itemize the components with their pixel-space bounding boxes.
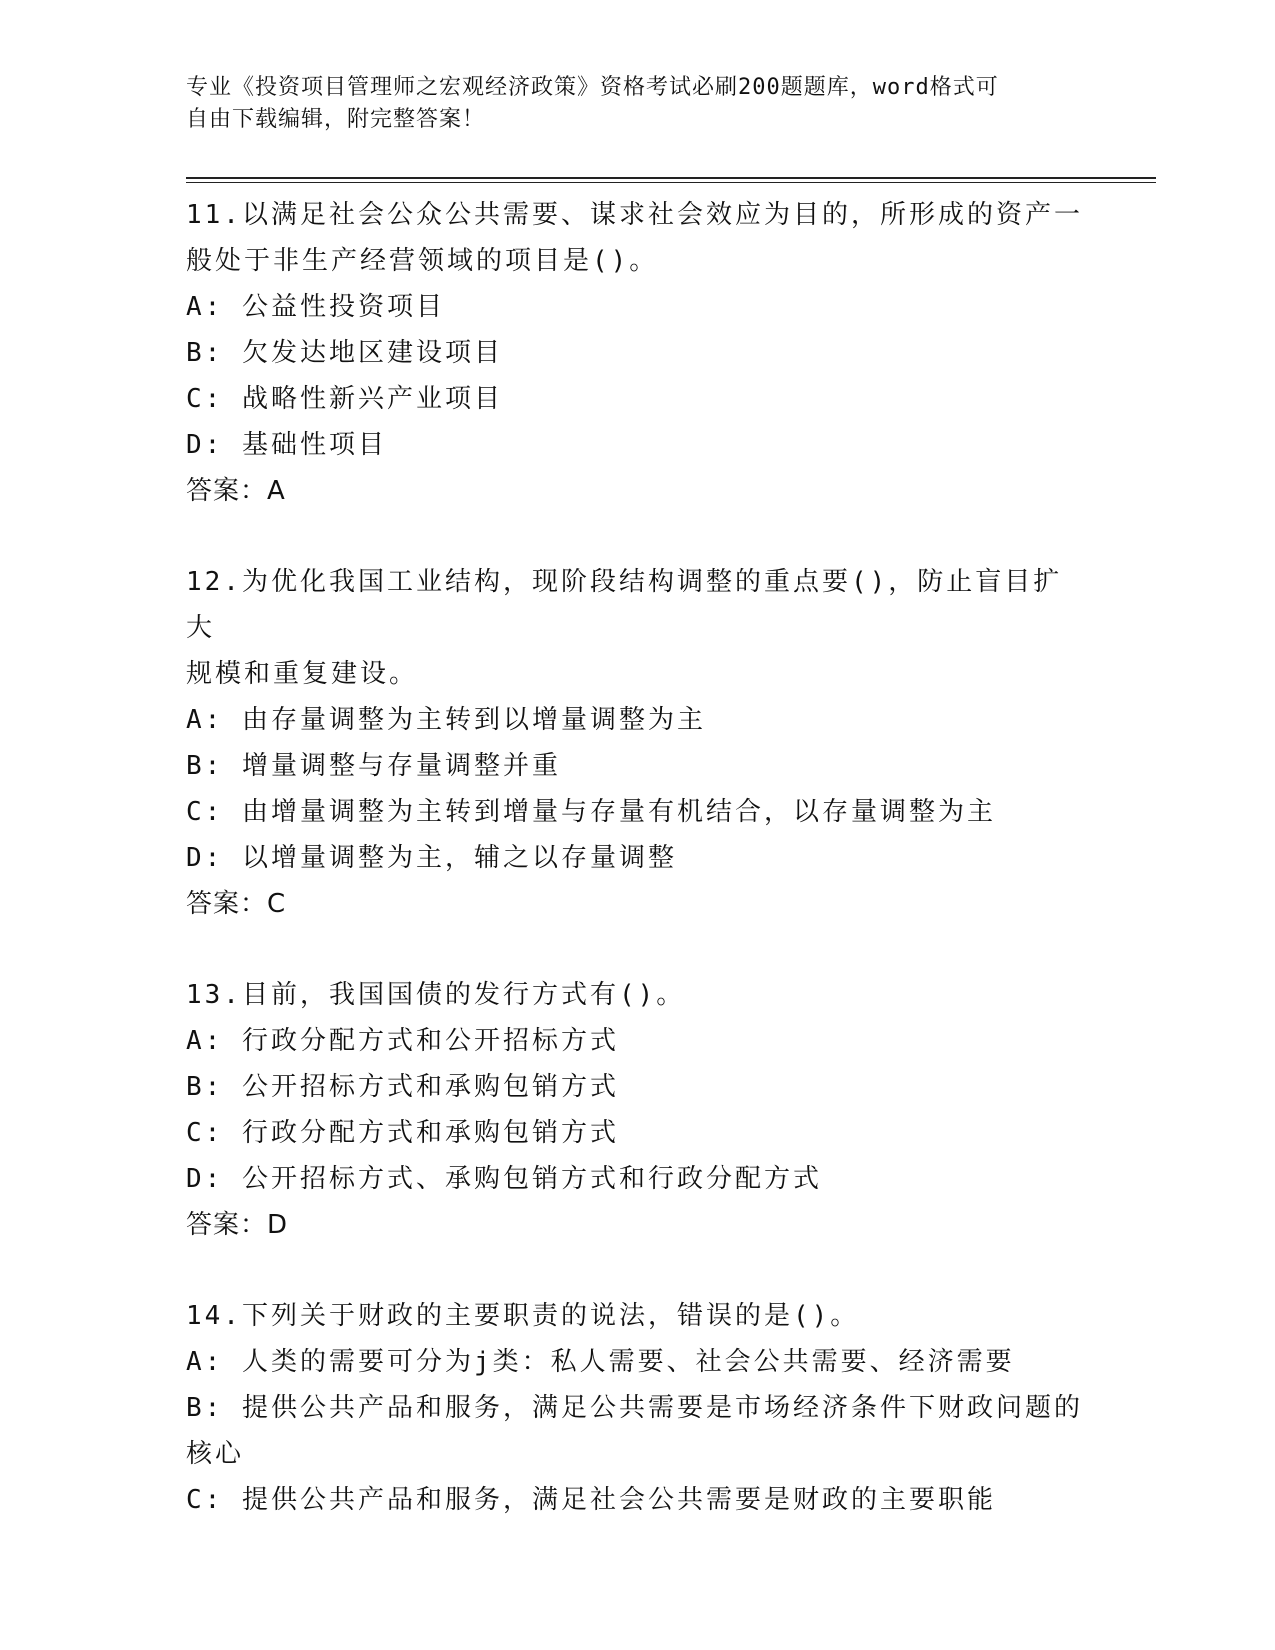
question-11 (186, 192, 1086, 514)
option-b: B: 欠发达地区建设项目 (186, 338, 503, 368)
option-c: C: 行政分配方式和承购包销方式 (186, 1118, 619, 1148)
option-a: A: 由存量调整为主转到以增量调整为主 (186, 705, 706, 735)
question-stem-line: 规模和重复建设。 (186, 659, 419, 689)
question-13 (186, 972, 1086, 1248)
header-divider-thin (186, 182, 1156, 183)
option-a: A: 行政分配方式和公开招标方式 (186, 1026, 619, 1056)
question-stem-line: 14.下列关于财政的主要职责的说法，错误的是()。 (186, 1301, 860, 1331)
option-d: D: 以增量调整为主，辅之以存量调整 (186, 843, 677, 873)
option-b: B: 增量调整与存量调整并重 (186, 751, 561, 781)
option-b: B: 提供公共产品和服务，满足公共需要是市场经济条件下财政问题的 (186, 1393, 1083, 1423)
answer: 答案：A (186, 476, 286, 506)
option-a: A: 公益性投资项目 (186, 292, 445, 322)
option-a: A: 人类的需要可分为j类：私人需要、社会公共需要、经济需要 (186, 1347, 1015, 1377)
question-stem-line: 12.为优化我国工业结构，现阶段结构调整的重点要()，防止盲目扩大 (186, 567, 1063, 643)
question-14 (186, 1293, 1086, 1523)
option-c: C: 提供公共产品和服务，满足社会公共需要是财政的主要职能 (186, 1485, 996, 1515)
question-12 (186, 559, 1086, 927)
option-d: D: 基础性项目 (186, 430, 387, 460)
question-stem-line: 11.以满足社会公众公共需要、谋求社会效应为目的，所形成的资产一 (186, 200, 1083, 230)
header-line-2: 自由下载编辑，附完整答案！ (186, 107, 486, 132)
question-stem-line: 13.目前，我国国债的发行方式有()。 (186, 980, 686, 1010)
question-stem-line: 般处于非生产经营领域的项目是()。 (186, 246, 659, 276)
header-line-1: 专业《投资项目管理师之宏观经济政策》资格考试必刷200题题库，word格式可 (186, 75, 999, 100)
question-list (186, 192, 1086, 1568)
option-c: C: 由增量调整为主转到增量与存量有机结合，以存量调整为主 (186, 797, 996, 827)
option-b-continuation: 核心 (186, 1439, 245, 1469)
option-d: D: 公开招标方式、承购包销方式和行政分配方式 (186, 1164, 822, 1194)
answer: 答案：D (186, 1210, 289, 1240)
answer: 答案：C (186, 889, 287, 919)
header-divider-thick (186, 177, 1156, 179)
option-b: B: 公开招标方式和承购包销方式 (186, 1072, 619, 1102)
option-c: C: 战略性新兴产业项目 (186, 384, 503, 414)
document-header (186, 72, 1076, 136)
